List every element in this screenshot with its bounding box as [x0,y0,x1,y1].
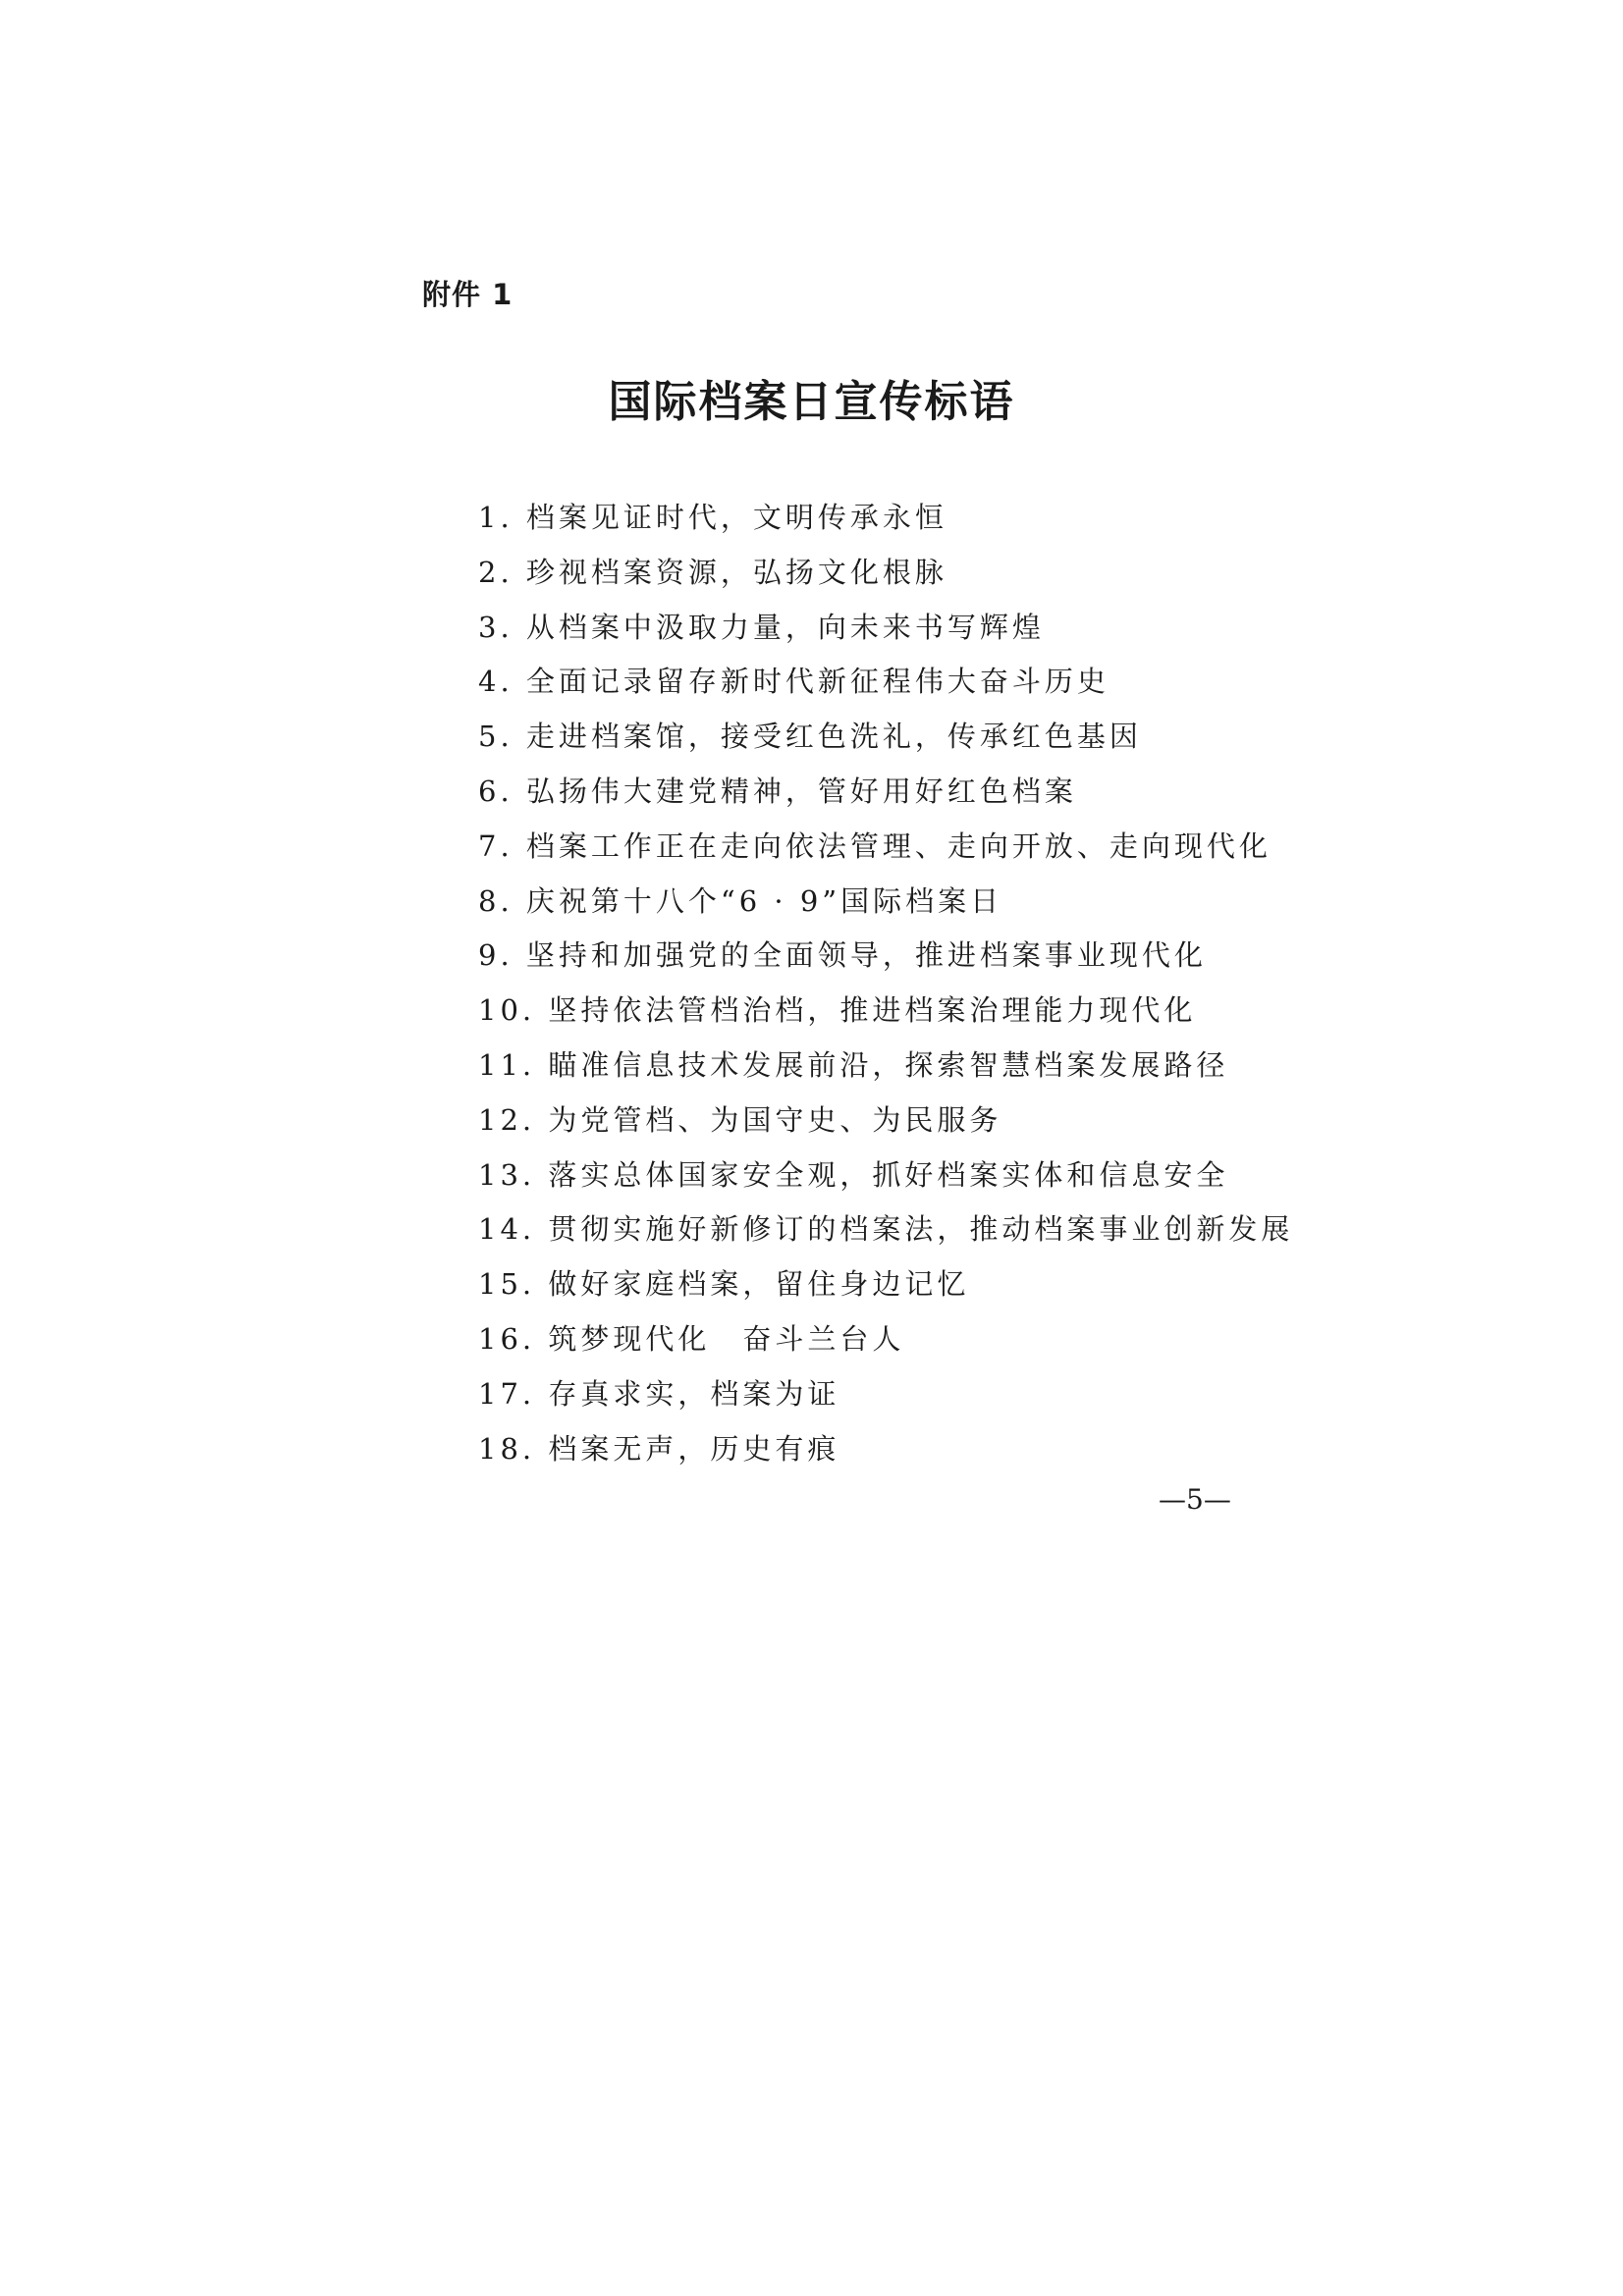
slogan-item-18: 18. 档案无声，历史有痕 [478,1431,840,1466]
slogan-item-7: 7. 档案工作正在走向依法管理、走向开放、走向现代化 [478,828,1271,863]
slogan-item-11: 11. 瞄准信息技术发展前沿，探索智慧档案发展路径 [478,1047,1229,1082]
slogan-item-16: 16. 筑梦现代化 奋斗兰台人 [478,1321,905,1356]
slogan-item-10: 10. 坚持依法管档治档，推进档案治理能力现代化 [478,993,1197,1028]
slogan-item-4: 4. 全面记录留存新时代新征程伟大奋斗历史 [478,665,1109,699]
slogan-item-17: 17. 存真求实，档案为证 [478,1376,840,1411]
slogan-item-14: 14. 贯彻实施好新修订的档案法，推动档案事业创新发展 [478,1212,1294,1247]
slogan-item-6: 6. 弘扬伟大建党精神，管好用好红色档案 [478,774,1077,808]
slogan-item-9: 9. 坚持和加强党的全面领导，推进档案事业现代化 [478,938,1207,973]
slogan-item-3: 3. 从档案中汲取力量，向未来书写辉煌 [478,610,1045,644]
slogan-list [478,491,1293,1476]
attachment-label: 附件 1 [422,278,514,311]
slogan-item-5: 5. 走进档案馆，接受红色洗礼，传承红色基因 [478,720,1142,754]
slogan-item-15: 15. 做好家庭档案，留住身边记忆 [478,1267,970,1302]
slogan-item-1: 1. 档案见证时代，文明传承永恒 [478,501,947,534]
slogan-item-2: 2. 珍视档案资源，弘扬文化根脉 [478,555,947,589]
slogan-item-12: 12. 为党管档、为国守史、为民服务 [478,1102,1002,1137]
page-number: —5— [1159,1483,1231,1516]
document-title: 国际档案日宣传标语 [608,377,1015,427]
slogan-item-13: 13. 落实总体国家安全观，抓好档案实体和信息安全 [478,1157,1229,1192]
slogan-item-8: 8. 庆祝第十八个“6 · 9”国际档案日 [478,883,1003,918]
